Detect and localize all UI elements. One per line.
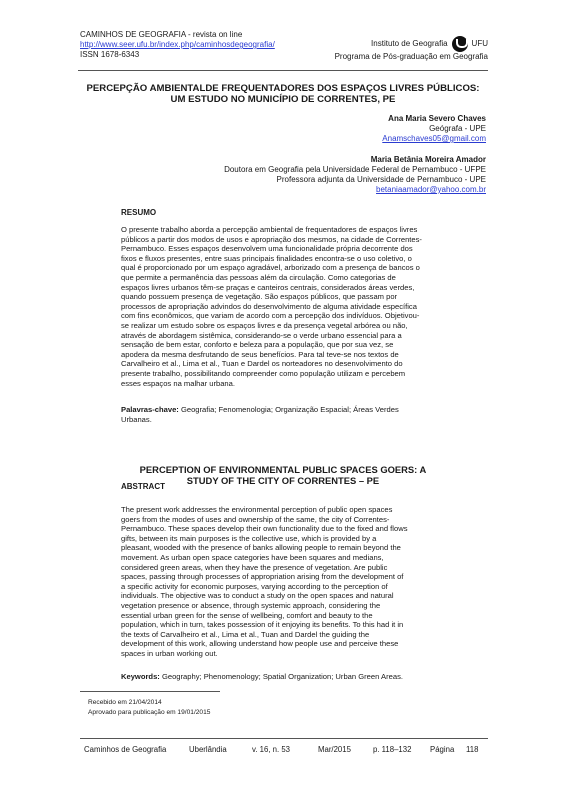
keywords — [121, 672, 446, 682]
program-name: Programa de Pós-graduação em Geografia — [334, 52, 488, 61]
author-name: Ana Maria Severo Chaves — [388, 114, 486, 123]
institute-name: Instituto de Geografia — [371, 39, 448, 48]
resumo-line: Carvalheiro et al., Lima et al., Tuan e Dardel os norteadores no desenvolvimento do — [121, 359, 403, 369]
issn: ISSN 1678-6343 — [80, 50, 140, 59]
footer-journal: Caminhos de Geografia — [84, 745, 167, 754]
resumo-heading: RESUMO — [121, 208, 157, 217]
author-affiliation: Geógrafa - UPE — [429, 124, 486, 133]
resumo-line: Pernambuco. Esses espaços desenvolvem uma funcionalidade própria decorrente dos — [121, 244, 413, 254]
abstract-line: individuals. The objective was to conduct a study on the open spaces and natural — [121, 591, 394, 601]
keywords-text: Geography; Phenomenology; Spatial Organization; Urban Green Areas. — [159, 672, 403, 681]
resumo-line: se realizar um estudo sobre os espaços livres e da presença vegetal arbórea ou não, — [121, 320, 408, 330]
ufu-logo — [452, 36, 468, 52]
resumo-line: que permite a permanência das pessoas além da circulação. Como categorias de — [121, 272, 396, 282]
abstract-line: spaces in urban working out. — [121, 648, 218, 658]
resumo-line: com fins econômicos, que variam de acordo com a percepção dos indivíduos. Objetivou- — [121, 311, 420, 321]
author-email-link[interactable]: betaniaamador@yahoo.com.br — [376, 185, 486, 194]
footer-city: Uberlândia — [189, 745, 227, 754]
resumo-line: fixos e fluxos presentes, entre suas principais finalidades encontra-se o uso coletivo, o — [121, 253, 412, 263]
resumo-line: processos de apropriação advindos do desenvolvimento de alguma atividade específica — [121, 301, 417, 311]
ufu-label: UFU — [471, 39, 488, 48]
abstract-line: goers from the modes of uses and ownership of the same, the city of Correntes- — [121, 514, 390, 524]
author-affiliation: Doutora em Geografia pela Universidade Federal de Pernambuco - UFPE — [224, 165, 486, 174]
resumo-line: sensação de bem estar, conforto e beleza para a população, que por sua vez, se — [121, 340, 394, 350]
article-title-pt — [80, 83, 486, 105]
title-en-line: PERCEPTION OF ENVIRONMENTAL PUBLIC SPACES GOERS: A — [139, 464, 427, 475]
abstract-line: development of this work, allowing understand how people use and perceive these — [121, 639, 399, 649]
abstract-line: gifts, between its main purposes is the collective use, which is provided by a — [121, 533, 377, 543]
footer-page-label: Página — [430, 745, 455, 754]
resumo-line: apodera da mesma desfrutando de seus benefícios. Para tal teve-se nos textos de — [121, 349, 399, 359]
title-pt-line: UM ESTUDO NO MUNICÍPIO DE CORRENTES, PE — [170, 94, 396, 105]
abstract-text — [121, 505, 446, 659]
abstract-line: vegetation presence or absence, through systemic approach, considering the — [121, 600, 381, 610]
received-date: Recebido em 21/04/2014 — [88, 699, 162, 706]
footer-divider — [80, 738, 488, 739]
author-block — [382, 114, 486, 144]
abstract-heading: ABSTRACT — [121, 482, 165, 491]
institution-header — [335, 36, 488, 62]
keywords-label: Keywords: — [121, 672, 160, 681]
palavras-chave-label: Palavras-chave: — [121, 405, 179, 414]
header-divider — [78, 70, 488, 71]
resumo-line: públicos a partir dos modos de usos e apropriação dos mesmos, na cidade de Correntes- — [121, 234, 422, 244]
resumo-line: através de abordagem sistêmica, considerando-se o verde urbano essencial para a — [121, 330, 402, 340]
palavras-chave-text: Urbanas. — [121, 414, 152, 424]
resumo-line: presente trabalho, possibilitando compreender como população utilizam e percebem — [121, 368, 406, 378]
resumo-line: quando possuem presença de vegetação. São espaços públicos, que passam por — [121, 292, 398, 302]
abstract-line: the texts of Carvalheiro et al., Lima et al., Tuan and Dardel the guiding the — [121, 629, 370, 639]
abstract-line: spaces, passing through processes of appropriation arising from the development of — [121, 572, 404, 582]
resumo-line: qual é proporcionado por um espaço agradável, arborizado com a presença de bancos o — [121, 263, 420, 273]
palavras-chave-text: Geografia; Fenomenologia; Organização Espacial; Áreas Verdes — [178, 405, 399, 414]
abstract-line: population, which in turn, takes possession of it enjoying its benefits. To this had it in — [121, 620, 404, 630]
resumo-line: esses espaços na malhar urbana. — [121, 378, 235, 388]
footer-date: Mar/2015 — [318, 745, 351, 754]
footer-page-number: 118 — [466, 745, 479, 754]
title-en-line: STUDY OF THE CITY OF CORRENTES – PE — [186, 475, 380, 486]
resumo-line: O presente trabalho aborda a percepção ambiental de frequentadores de espaços livres — [121, 225, 418, 234]
author-name: Maria Betânia Moreira Amador — [370, 155, 486, 164]
author-affiliation: Professora adjunta da Universidade de Pernambuco - UPE — [276, 175, 486, 184]
journal-name: CAMINHOS DE GEOGRAFIA - revista on line — [80, 30, 243, 39]
abstract-line: The present work addresses the environmental perception of public open spaces — [121, 505, 393, 514]
footnote-divider — [80, 691, 220, 692]
abstract-line: movement. As urban open space categories have been squares and medians, — [121, 552, 384, 562]
footer-pages: p. 118–132 — [373, 745, 412, 754]
footer-volume: v. 16, n. 53 — [252, 745, 290, 754]
abstract-line: essential urban green for the sense of wellbeing, comfort and beauty to the — [121, 610, 373, 620]
journal-header — [80, 30, 275, 60]
title-pt-line: PERCEPÇÃO AMBIENTALDE FREQUENTADORES DOS ESPAÇOS LIVRES PÚBLICOS: — [86, 83, 480, 94]
approved-date: Aprovado para publicação em 19/01/2015 — [88, 709, 211, 716]
abstract-line: pleasant, wooded with the presence of banks allowing people to remain beyond the — [121, 543, 401, 553]
author-block — [224, 155, 486, 195]
author-email-link[interactable]: Anamschaves05@gmail.com — [382, 134, 486, 143]
journal-url-link[interactable]: http://www.seer.ufu.br/index.php/caminhosdegeografia/ — [80, 40, 275, 49]
abstract-line: considered green areas, when they have the presence of vegetation. Are public — [121, 562, 388, 572]
resumo-text — [121, 225, 446, 388]
palavras-chave — [121, 405, 446, 424]
resumo-line: espaços livres urbanos têm-se praças e canteiros centrais, considerados áreas verdes, — [121, 282, 415, 292]
abstract-line: a specific activity for economic purposes, varying according to the perception of — [121, 581, 388, 591]
abstract-line: Pernambuco. These spaces develop their own functionality due to the fixed and flows — [121, 524, 408, 534]
